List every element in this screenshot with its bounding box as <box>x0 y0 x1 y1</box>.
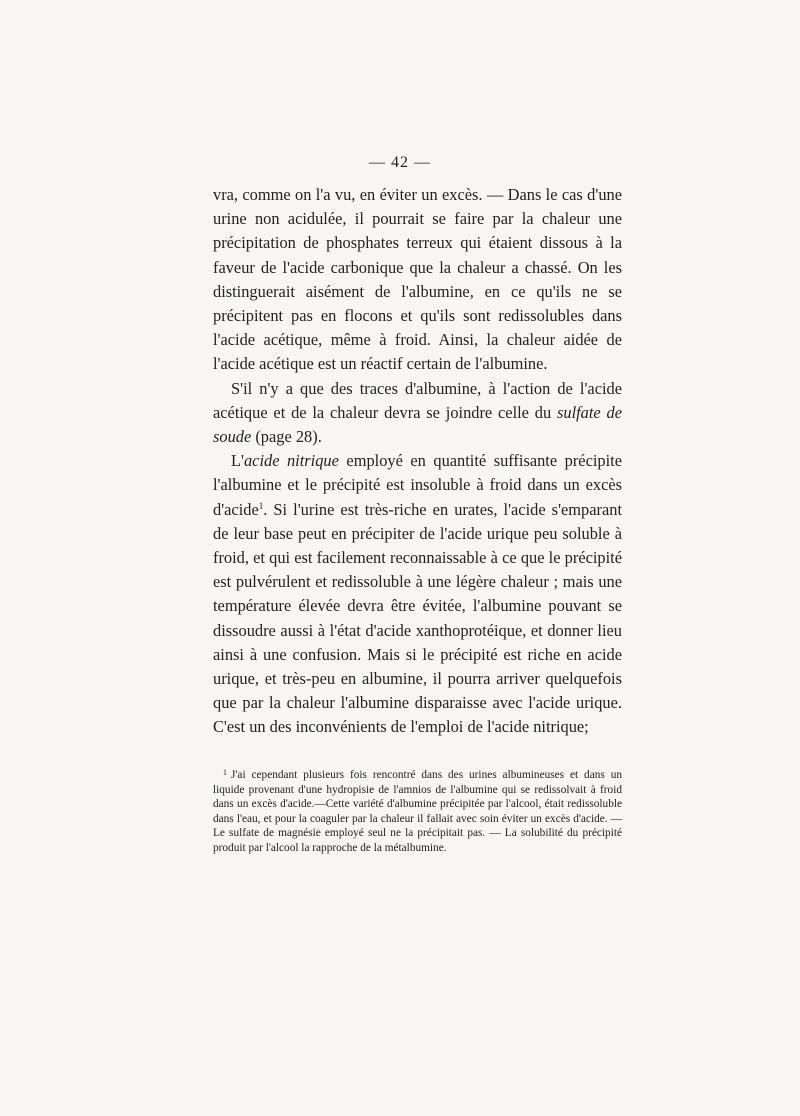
paragraph-3-text-1: employé en quantité suffisante précipite l'albumine et le précipité est insoluble à froid dans un excès d'acide <box>213 451 622 519</box>
paragraph-1: vra, comme on l'a vu, en éviter un excès. — Dans le cas d'une urine non acidulée, il pourrait se faire par la chaleur une précipitation de phosphates terreux qui étaient dissous à la faveur de l'acide carbonique que la chaleur a chassé. On les distinguerait aisément de l'albumine, en ce qu'ils ne se précipitent pas en flocons et qu'ils sont redissolubles dans l'acide acétique, même à froid. Ainsi, la chaleur aidée de l'acide acétique est un réactif certain de l'albumine. <box>213 185 622 374</box>
footnote-text: J'ai cependant plusieurs fois rencontré dans des urines albumineuses et dans un liquide provenant d'une hydropisie de l'amnios de l'albumine qui se redissolvait à froid dans un excès d'acide.—Cette variété d'albumine précipitée par l'alcool, était redissoluble dans l'eau, et pour la coaguler par la chaleur il fallait avec soin éviter un excès d'acide. — Le sulfate de magnésie employé seul ne la précipitait pas. — La solubilité du précipité produit par l'alcool la rapproche de la métalbumine. <box>213 769 622 854</box>
paragraph-2-italic: sulfate de soude <box>213 402 622 447</box>
paragraph-2-text-before: S'il n'y a que des traces d'albumine, à l'action de l'acide acétique et de la chaleur devra se joindre celle du <box>213 378 622 422</box>
footnote <box>213 768 622 856</box>
paragraph-3-italic: acide nitrique <box>243 451 339 471</box>
paragraph-3 <box>213 449 622 739</box>
body-text <box>213 183 622 740</box>
footnote-reference[interactable]: 1 <box>258 500 264 511</box>
page-number: — 42 — <box>369 154 431 171</box>
paragraph-2-text-after: (page 28). <box>251 427 322 447</box>
paragraph-3-lead: L' <box>231 451 244 471</box>
footnote-paragraph <box>213 768 622 856</box>
paragraph-2 <box>213 377 622 450</box>
footnote-mark: 1 <box>223 768 227 777</box>
paragraph-3-text-2: . Si l'urine est très-riche en urates, l'acide s'emparant de leur base peut en précipiter de l'acide urique peu soluble à froid, et qui est facilement reconnaissable à ce que le précipité est pulvérulent et redissoluble à une légère chaleur ; mais une température élevée devra être évitée, l'albumine pouvant se dissoudre aussi à l'état d'acide xanthoprotéique, et donner lieu ainsi à une confusion. Mais si le précipité est riche en acide urique, et très-peu en albumine, il pourra arriver quelquefois que par la chaleur l'albumine disparaisse avec l'acide urique. C'est un des inconvénients de l'emploi de l'acide nitrique; <box>213 499 622 737</box>
